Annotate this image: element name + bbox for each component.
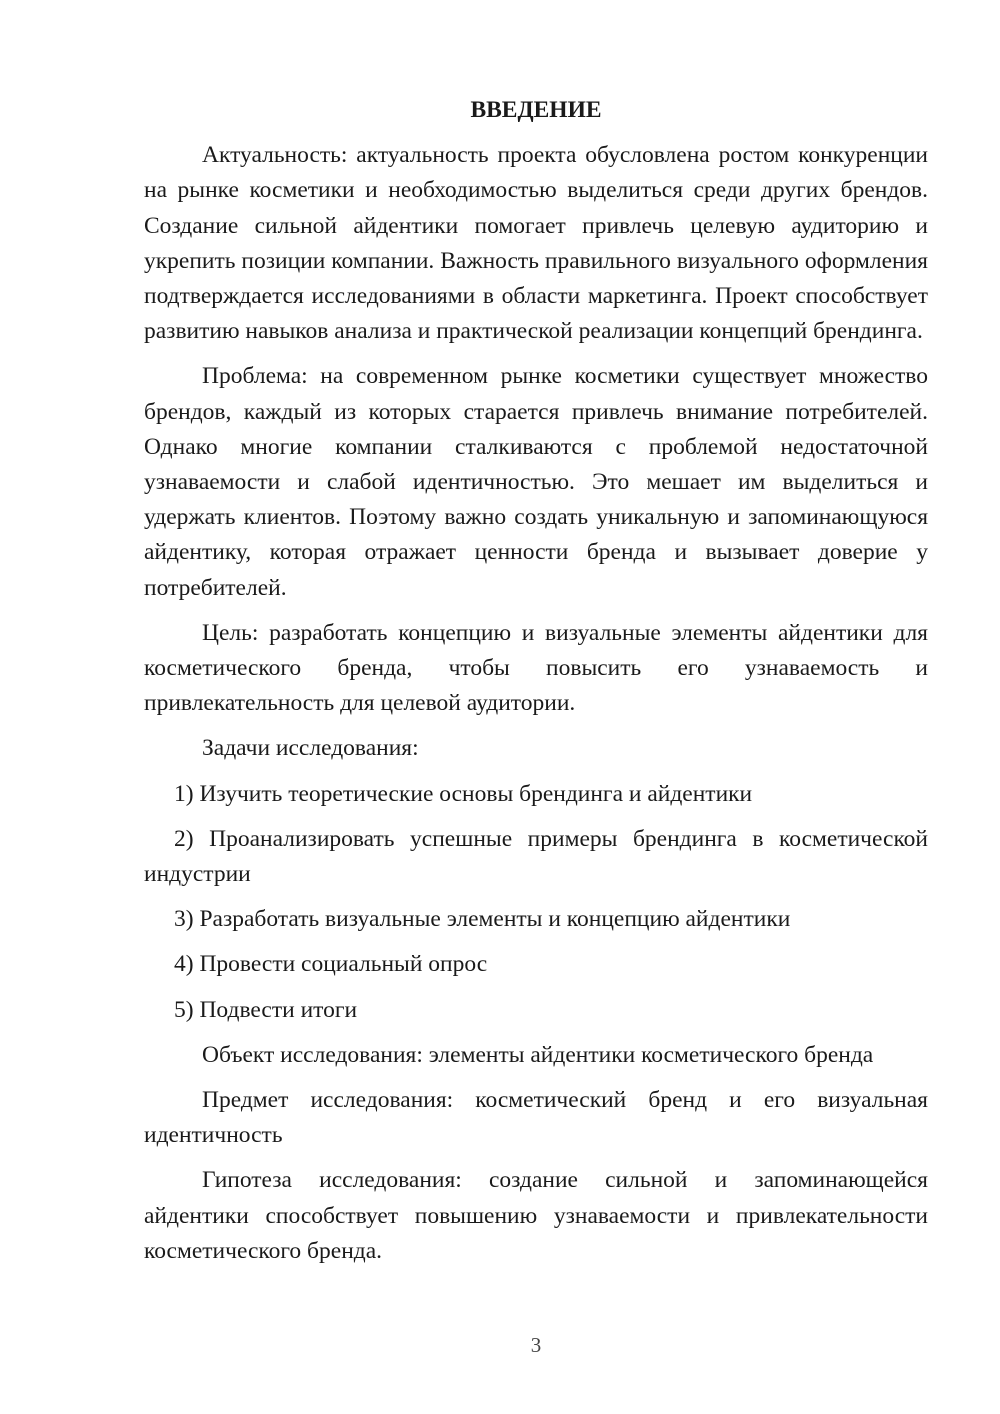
task-item: 1) Изучить теоретические основы брендинга и айдентики: [174, 780, 753, 807]
section-title: ВВЕДЕНИЕ: [470, 97, 602, 123]
page-content: [144, 93, 928, 1279]
task-item: 4) Провести социальный опрос: [174, 951, 488, 978]
paragraph-object: Объект исследования: элементы айдентики косметического бренда: [202, 1041, 874, 1068]
paragraph-subject: Предмет исследования: косметический бренд и его визуальная идентичность: [144, 1087, 928, 1149]
paragraph-problem: Проблема: на современном рынке косметики существует множество брендов, каждый из которых старается привлечь внимание потребителей. Однако многие компании сталкиваются с проблемой недостаточной узнаваемости и слабой идентичностью. Это мешает им выделиться и удержать клиентов. Поэтому важно создать уникальную и запоминающуюся айдентику, которая отражает ценности бренда и вызывает доверие у потребителей.: [144, 363, 928, 601]
page-number: 3: [530, 1333, 542, 1357]
task-item: 2) Проанализировать успешные примеры брендинга в косметической индустрии: [144, 825, 928, 888]
tasks-header: Задачи исследования:: [202, 735, 419, 762]
paragraph-hypothesis: Гипотеза исследования: создание сильной и запоминающейся айдентики способствует повышению узнаваемости и привлекательности косметического бренда.: [144, 1167, 928, 1264]
task-item: 5) Подвести итоги: [174, 996, 358, 1023]
task-item: 3) Разработать визуальные элементы и концепцию айдентики: [174, 906, 791, 933]
paragraph-relevance: Актуальность: актуальность проекта обусловлена ростом конкуренции на рынке косметики и необходимостью выделиться среди других брендов. Создание сильной айдентики помогает привлечь целевую аудиторию и укрепить позиции компании. Важность правильного визуального оформления подтверждается исследованиями в области маркетинга. Проект способствует развитию навыков анализа и практической реализации концепций брендинга.: [144, 142, 928, 345]
paragraph-goal: Цель: разработать концепцию и визуальные элементы айдентики для косметического бренда, чтобы повысить его узнаваемость и привлекательность для целевой аудитории.: [144, 619, 928, 717]
